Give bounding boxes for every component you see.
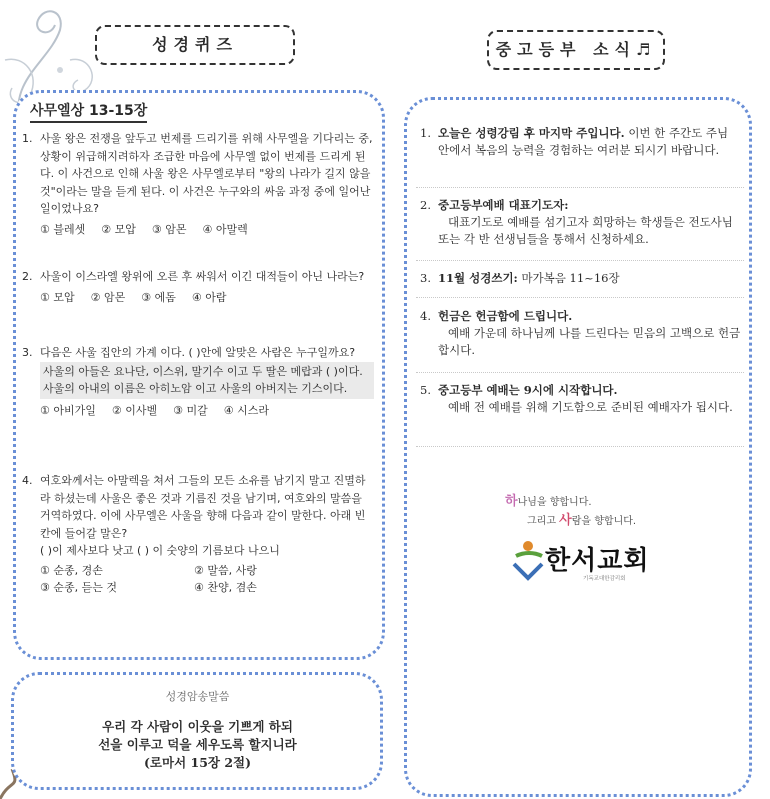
option: ④ 찬양, 겸손 bbox=[194, 581, 257, 594]
verse-line: 선을 이루고 덕을 세우도록 할지니라 bbox=[98, 737, 297, 752]
question-number: 2. bbox=[22, 270, 33, 283]
question-options bbox=[40, 402, 377, 420]
question-options bbox=[40, 289, 377, 307]
news-number: 1. bbox=[420, 126, 431, 140]
option: ③ 미갈 bbox=[173, 403, 208, 417]
tagline-line-1: 하나님을 향합니다. bbox=[505, 494, 592, 509]
news-number: 4. bbox=[420, 309, 431, 323]
news-body: 이번 한 주간도 주님 안에서 복음의 능력을 경험하는 여러분 되시기 바랍니다. bbox=[438, 126, 729, 157]
youth-news-title: 중고등부 소식♬ bbox=[487, 30, 665, 70]
question-options bbox=[40, 562, 377, 597]
option: ② 이사벨 bbox=[111, 403, 158, 417]
news-body: 예배 전 예배를 위해 기도함으로 준비된 예배자가 됩시다. bbox=[448, 400, 733, 414]
church-name: 한서교회 bbox=[545, 546, 650, 576]
news-divider bbox=[416, 372, 744, 373]
news-head: 헌금은 헌금함에 드립니다. bbox=[438, 309, 573, 323]
option: ③ 에돔 bbox=[141, 290, 176, 304]
church-denomination: 기독교대한감리회 bbox=[583, 576, 626, 582]
memory-verse-text bbox=[0, 718, 395, 772]
news-body: 대표기도로 예배를 섬기고자 희망하는 학생들은 전도사님 또는 각 반 선생님들을 통해서 신청하세요. bbox=[438, 215, 733, 246]
news-head: 중고등부예배 대표기도자: bbox=[438, 198, 569, 212]
news-head: 11월 성경쓰기: bbox=[438, 271, 518, 285]
news-item bbox=[420, 270, 742, 287]
question-text: 여호와께서는 아말렉을 쳐서 그들의 모든 소유를 남기지 말고 진멸하라 하셨는데 사울은 좋은 것과 기름진 것을 남기며, 여호와의 말씀을 거역하였다. 이에 사무엘은 사울을 향해 다음과 같이 말한다. 아래 빈칸에 들어갈 말은? bbox=[40, 474, 366, 540]
option: ② 모압 bbox=[101, 222, 136, 236]
quiz-question bbox=[22, 344, 377, 419]
quiz-question bbox=[22, 268, 377, 306]
tagline-line-2: 그리고 사람을 향합니다. bbox=[527, 513, 637, 528]
news-divider bbox=[416, 297, 744, 298]
news-item bbox=[420, 197, 742, 248]
option: ① 블레셋 bbox=[40, 222, 86, 236]
verse-line: 우리 각 사람이 이웃을 기쁘게 하되 bbox=[102, 719, 293, 734]
news-body: 예배 가운데 하나님께 나를 드린다는 믿음의 고백으로 헌금합시다. bbox=[438, 326, 741, 357]
quiz-section-title: 사무엘상 13-15장 bbox=[30, 100, 147, 123]
option: ③ 순종, 듣는 것 bbox=[40, 581, 117, 594]
news-number: 2. bbox=[420, 198, 431, 212]
option: ④ 아말렉 bbox=[202, 222, 248, 236]
verse-reference: (로마서 15장 2절) bbox=[144, 755, 251, 770]
news-divider bbox=[416, 187, 744, 188]
question-text: 사울이 이스라엘 왕위에 오른 후 싸워서 이긴 대적들이 아닌 나라는? bbox=[40, 270, 365, 283]
news-divider bbox=[416, 260, 744, 261]
quiz-question bbox=[22, 472, 377, 597]
question-number: 3. bbox=[22, 346, 33, 359]
question-number: 1. bbox=[22, 132, 33, 145]
quiz-question bbox=[22, 130, 377, 238]
question-text: 다음은 사울 집안의 가계 이다. ( )안에 알맞은 사람은 누구일까요? bbox=[40, 346, 356, 359]
memory-verse-label: 성경암송말씀 bbox=[165, 690, 230, 703]
option: ④ 아람 bbox=[191, 290, 227, 304]
question-quote-box: 사울의 아들은 요나단, 이스위, 말기수 이고 두 딸은 메랍과 ( )이다. 사울의 아내의 이름은 아히노암 이고 사울의 아버지는 기스이다. bbox=[40, 362, 374, 399]
option: ① 아비가일 bbox=[40, 403, 96, 417]
option: ① 모압 bbox=[40, 290, 75, 304]
news-number: 3. bbox=[420, 271, 431, 285]
question-number: 4. bbox=[22, 474, 33, 487]
news-head: 중고등부 예배는 9시에 시작합니다. bbox=[438, 383, 618, 397]
option: ② 암몬 bbox=[90, 290, 126, 304]
news-number: 5. bbox=[420, 383, 431, 397]
option: ③ 암몬 bbox=[151, 222, 187, 236]
news-body: 마가복음 11~16장 bbox=[521, 271, 620, 285]
news-head: 오늘은 성령강림 후 마지막 주입니다. bbox=[438, 126, 625, 140]
question-text: 사울 왕은 전쟁을 앞두고 번제를 드리기를 위해 사무엘을 기다리는 중, 상황이 위급해지려하자 조급한 마음에 사무엘 없이 번제를 드리게 된다. 이 사건으로 인해 사울 왕은 사무엘로부터 "왕의 나라가 길지 않을 것"이라는 말을 듣게 된다. 이 사건은 누구와의 싸움 과정 중에 일어난 일이었나요? bbox=[40, 132, 373, 215]
option: ① 순종, 경손 bbox=[40, 563, 103, 577]
question-fill-blank: ( )이 제사보다 낫고 ( ) 이 숫양의 기름보다 나으니 bbox=[40, 544, 280, 557]
question-options bbox=[40, 221, 377, 239]
bible-quiz-title: 성경퀴즈 bbox=[95, 25, 295, 65]
option: ④ 시스라 bbox=[223, 403, 269, 417]
news-item bbox=[420, 382, 742, 416]
news-text bbox=[438, 125, 742, 159]
news-item bbox=[420, 308, 742, 359]
news-text bbox=[438, 270, 742, 287]
option: ② 말씀, 사랑 bbox=[194, 563, 257, 577]
news-item bbox=[420, 125, 742, 159]
news-divider bbox=[416, 446, 744, 447]
